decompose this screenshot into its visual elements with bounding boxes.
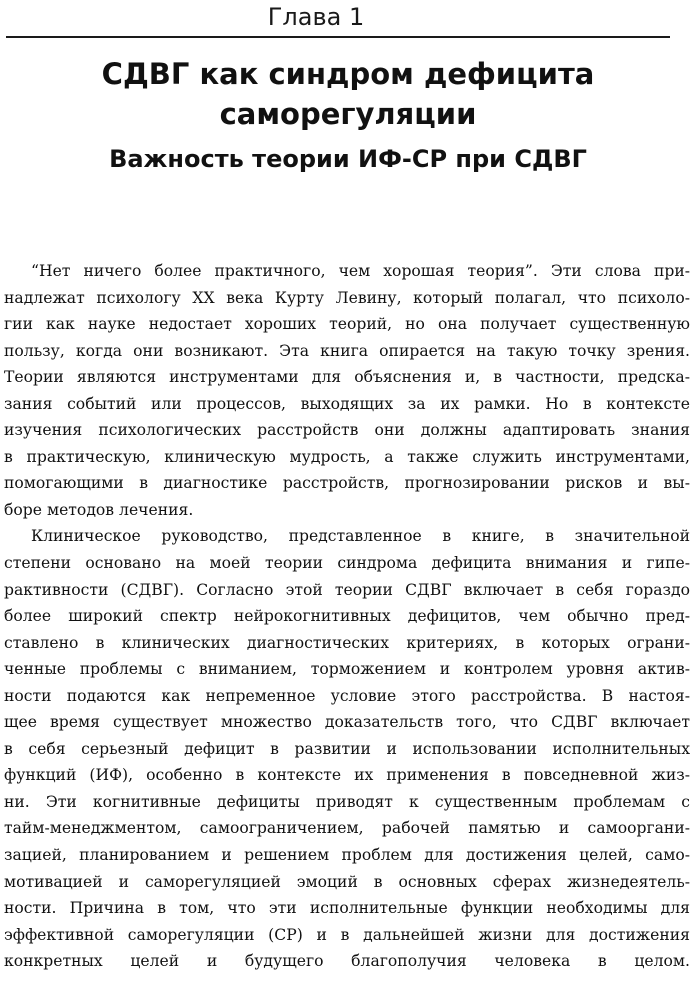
- chapter-title: [0, 54, 696, 134]
- text-line: гии как науке недостает хороших теорий, но она получает существенную: [4, 315, 690, 334]
- text-line: ставлено в клинических диагностических критериях, в которых ограни-: [4, 633, 690, 652]
- body-text: [4, 258, 690, 975]
- text-line: зания событий или процессов, выходящих за их рамки. Но в контексте: [4, 394, 690, 413]
- text-line: щее время существует множество доказательств того, что СДВГ включает: [4, 713, 690, 732]
- chapter-subtitle: Важность теории ИФ-СР при СДВГ: [109, 145, 587, 173]
- text-line: Клиническое руководство, представленное в книге, в значительной: [31, 527, 690, 546]
- text-line: “Нет ничего более практичного, чем хорошая теория”. Эти слова при-: [31, 262, 690, 280]
- paragraph-1: [4, 258, 690, 523]
- text-line: в себя серьезный дефицит в развитии и использовании исполнительных: [4, 739, 690, 758]
- text-line: пользу, когда они возникают. Эта книга опирается на такую точку зрения.: [4, 341, 690, 360]
- text-line: надлежат психологу XX века Курту Левину, который полагал, что психоло-: [4, 288, 690, 307]
- chapter-label: Глава 1: [267, 3, 365, 31]
- text-line: тайм-менеджментом, самоограничением, рабочей памятью и самооргани-: [4, 819, 690, 838]
- text-line: помогающими в диагностике расстройств, прогнозировании рисков и вы-: [4, 474, 690, 493]
- text-line: ченные проблемы с вниманием, торможением и контролем уровня актив-: [4, 660, 690, 679]
- text-line: ни. Эти когнитивные дефициты приводят к существенным проблемам с: [4, 792, 690, 811]
- chapter-title-line-2: саморегуляции: [219, 97, 477, 131]
- header-rule: [6, 36, 670, 38]
- text-line: изучения психологических расстройств они должны адаптировать знания: [4, 421, 690, 440]
- chapter-title-line-1: СДВГ как синдром дефицита: [101, 57, 595, 91]
- text-line: боре методов лечения.: [4, 500, 194, 519]
- text-line: мотивацией и саморегуляцией эмоций в основных сферах жизнедеятель-: [4, 872, 690, 891]
- text-line: зацией, планированием и решением проблем для достижения целей, само-: [4, 846, 690, 865]
- text-line: Теории являются инструментами для объяснения и, в частности, предска-: [4, 368, 690, 387]
- text-line: рактивности (СДВГ). Согласно этой теории СДВГ включает в себя гораздо: [4, 580, 690, 599]
- text-line: ности подаются как непременное условие этого расстройства. В настоя-: [4, 686, 690, 705]
- text-line: ности. Причина в том, что эти исполнительные функции необходимы для: [4, 899, 690, 918]
- text-line: функций (ИФ), особенно в контексте их применения в повседневной жиз-: [4, 766, 690, 785]
- text-line: конкретных целей и будущего благополучия человека в целом.: [4, 952, 690, 971]
- text-line: в практическую, клиническую мудрость, а также служить инструментами,: [4, 447, 690, 466]
- paragraph-2: [4, 523, 690, 974]
- text-line: степени основано на моей теории синдрома дефицита внимания и гипе-: [4, 554, 690, 573]
- text-line: эффективной саморегуляции (СР) и в дальнейшей жизни для достижения: [4, 925, 690, 944]
- text-line: более широкий спектр нейрокогнитивных дефицитов, чем обычно пред-: [4, 607, 690, 626]
